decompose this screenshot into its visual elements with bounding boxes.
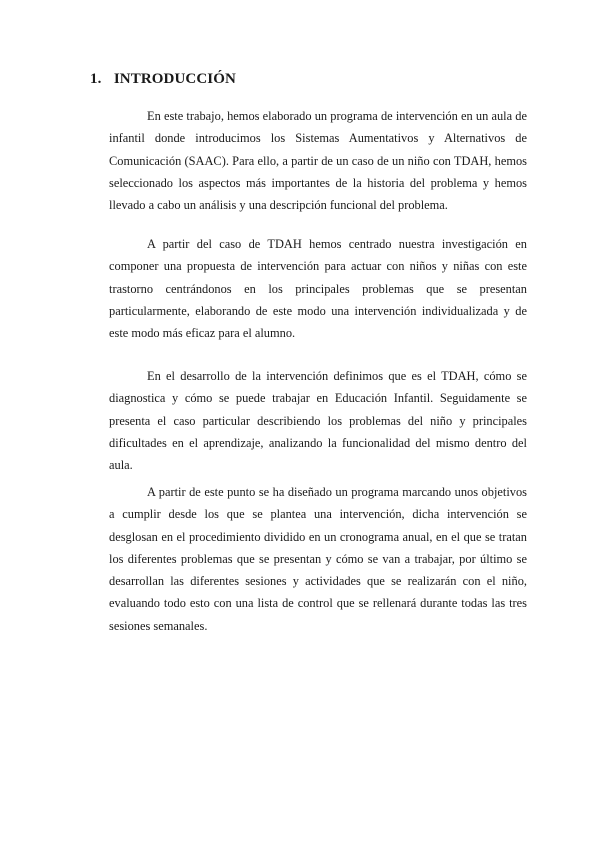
paragraph-4: A partir de este punto se ha diseñado un programa marcando unos objetivos a cumplir desde los que se plantea una intervención, dicha intervención se desglosan en el procedimiento dividido en un cronograma anual, en el que se tratan los diferentes problemas que se presentan y cómo se van a trabajar, por último se desarrollan las diferentes sesiones y actividades que se realizarán con el niño, evaluando todo esto con una lista de control que se rellenará durante todas las tres sesiones semanales. <box>109 485 527 633</box>
section-heading <box>90 71 236 88</box>
section-number: 1. <box>90 71 102 87</box>
paragraph-1: En este trabajo, hemos elaborado un programa de intervención en un aula de infantil donde introducimos los Sistemas Aumentativos y Alternativos de Comunicación (SAAC). Para ello, a partir de un caso de un niño con TDAH, hemos seleccionado los aspectos más importantes de la historia del problema y hemos llevado a cabo un análisis y una descripción funcional del problema. <box>109 109 527 213</box>
paragraph-3: En el desarrollo de la intervención definimos que es el TDAH, cómo se diagnostica y cómo se puede trabajar en Educación Infantil. Seguidamente se presenta el caso particular describiendo los problemas del niño y principales dificultades en el aprendizaje, analizando la funcionalidad del mismo dentro del aula. <box>109 369 527 473</box>
section-title: INTRODUCCIÓN <box>113 71 236 87</box>
paragraph-2: A partir del caso de TDAH hemos centrado nuestra investigación en componer una propuesta de intervención para actuar con niños y niñas con este trastorno centrándonos en los principales problemas que se presentan particularmente, elaborando de este modo una intervención individualizada y de este modo más eficaz para el alumno. <box>109 237 527 341</box>
